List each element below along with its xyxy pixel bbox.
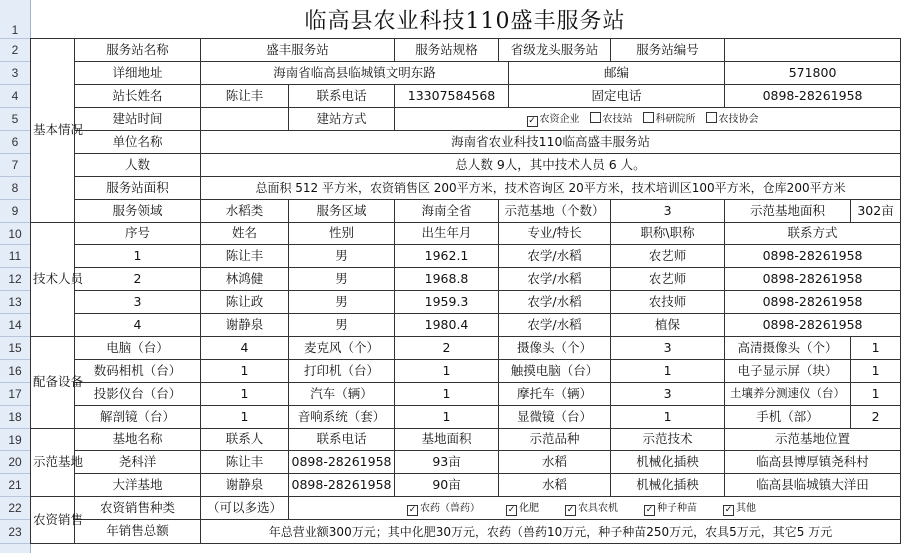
- table-row: [31, 520, 901, 544]
- checkbox-option[interactable]: [527, 115, 580, 127]
- column-header: 联系人: [201, 429, 289, 451]
- page-title: 临高县农业科技110盛丰服务站: [30, 0, 900, 39]
- staff-title[interactable]: 农艺师: [611, 245, 725, 268]
- base-area[interactable]: 90亩: [395, 474, 499, 497]
- checkbox-checked-icon[interactable]: ✓: [408, 504, 417, 515]
- base-area[interactable]: 93亩: [395, 451, 499, 474]
- base-location[interactable]: 临高县博厚镇尧科村: [725, 451, 901, 474]
- row-divider: [0, 519, 30, 520]
- row-divider: [0, 222, 30, 223]
- row-divider: [0, 61, 30, 62]
- zip-label: 邮编: [509, 62, 725, 85]
- build-mode-label: 建站方式: [289, 108, 395, 131]
- people-label: 人数: [75, 154, 201, 177]
- station-code-value[interactable]: [725, 39, 901, 62]
- section-tech-staff: 技术人员: [31, 223, 75, 337]
- table-row: [31, 85, 901, 108]
- column-header: 联系方式: [725, 223, 901, 245]
- checkbox-label: 其他: [736, 502, 757, 514]
- checkbox-option[interactable]: [590, 112, 633, 125]
- service-field-label: 服务领域: [75, 200, 201, 223]
- staff-no: 2: [75, 268, 201, 291]
- table-row: [31, 451, 901, 474]
- table-row: [31, 360, 901, 383]
- staff-no: 3: [75, 291, 201, 314]
- row-divider: [0, 543, 30, 544]
- row-divider: [0, 267, 30, 268]
- base-contact[interactable]: 陈让丰: [201, 451, 289, 474]
- equip-label: 数码相机（台）: [75, 360, 201, 383]
- base-name[interactable]: 尧科洋: [75, 451, 201, 474]
- equip-label: 电子显示屏（块）: [725, 360, 851, 383]
- table-row: [31, 177, 901, 200]
- base-variety[interactable]: 水稻: [499, 474, 611, 497]
- row-divider: [0, 428, 30, 429]
- staff-title[interactable]: 农技师: [611, 291, 725, 314]
- row-divider: [0, 290, 30, 291]
- column-header: 出生年月: [395, 223, 499, 245]
- staff-name[interactable]: 陈让政: [201, 291, 289, 314]
- row-number[interactable]: 3: [11, 66, 19, 80]
- equip-label: 打印机（台）: [289, 360, 395, 383]
- staff-title[interactable]: 植保: [611, 314, 725, 337]
- demo-area-label: 示范基地面积: [725, 200, 851, 223]
- station-spec-value[interactable]: 省级龙头服务站: [499, 39, 611, 62]
- row-divider: [0, 84, 30, 85]
- table-row: [31, 406, 901, 429]
- service-region-value[interactable]: 海南全省: [395, 200, 499, 223]
- equip-label: 高清摄像头（个）: [725, 337, 851, 360]
- row-number[interactable]: 16: [8, 364, 22, 378]
- table-row: [31, 245, 901, 268]
- build-mode-options: [395, 108, 901, 131]
- staff-major[interactable]: 农学/水稻: [499, 268, 611, 291]
- staff-major[interactable]: 农学/水稻: [499, 314, 611, 337]
- row-divider: [0, 130, 30, 131]
- row-divider: [0, 199, 30, 200]
- checkbox-label: 科研院所: [655, 113, 696, 125]
- checkbox-checked-icon[interactable]: ✓: [645, 504, 654, 515]
- staff-no: 4: [75, 314, 201, 337]
- checkbox-label: 农技站: [602, 113, 633, 125]
- checkbox-option[interactable]: [506, 504, 539, 516]
- row-number[interactable]: 4: [11, 89, 19, 103]
- row-divider: [0, 107, 30, 108]
- staff-phone[interactable]: 0898-28261958: [725, 291, 901, 314]
- equip-label: 解剖镜（台）: [75, 406, 201, 429]
- equip-label: 麦克风（个）: [289, 337, 395, 360]
- checkbox-option[interactable]: [643, 112, 696, 125]
- staff-sex[interactable]: 男: [289, 291, 395, 314]
- row-number[interactable]: 21: [8, 478, 22, 492]
- row-divider: [0, 313, 30, 314]
- column-header: 联系电话: [289, 429, 395, 451]
- equip-label: 电脑（台）: [75, 337, 201, 360]
- zip-value[interactable]: 571800: [725, 62, 901, 85]
- equip-value[interactable]: 1: [395, 360, 499, 383]
- staff-name[interactable]: 谢静泉: [201, 314, 289, 337]
- row-number[interactable]: 15: [8, 341, 22, 355]
- row-divider: [0, 405, 30, 406]
- column-header: 性别: [289, 223, 395, 245]
- section-agri-sales: 农资销售: [31, 497, 75, 544]
- staff-birth[interactable]: 1980.4: [395, 314, 499, 337]
- row-divider: [0, 359, 30, 360]
- row-number[interactable]: 18: [8, 410, 22, 424]
- checkbox-label: 种子种苗: [657, 502, 698, 514]
- equip-label: 摩托车（辆）: [499, 383, 611, 406]
- row-number[interactable]: 8: [11, 181, 19, 195]
- sales-types-options: [289, 497, 901, 520]
- checkbox-label: 农资企业: [539, 113, 580, 125]
- checkbox-label: 农技协会: [718, 113, 759, 125]
- area-label: 服务站面积: [75, 177, 201, 200]
- row-number[interactable]: 7: [11, 158, 19, 172]
- demo-count-label: 示范基地（个数）: [499, 200, 611, 223]
- checkbox-checked-icon[interactable]: ✓: [566, 504, 575, 515]
- equip-value[interactable]: 1: [611, 406, 725, 429]
- checkbox-option[interactable]: [706, 112, 759, 125]
- table-row: [31, 62, 901, 85]
- equip-value[interactable]: 1: [611, 360, 725, 383]
- checkbox-checked-icon[interactable]: ✓: [507, 504, 516, 515]
- people-value[interactable]: 总人数 9人，其中技术人员 6 人。: [201, 154, 901, 177]
- service-field-value[interactable]: 水稻类: [201, 200, 289, 223]
- build-time-label: 建站时间: [75, 108, 201, 131]
- phone-value[interactable]: 13307584568: [395, 85, 509, 108]
- row-number[interactable]: 6: [11, 135, 19, 149]
- table-row: [31, 108, 901, 131]
- base-contact[interactable]: 谢静泉: [201, 474, 289, 497]
- base-name[interactable]: 大洋基地: [75, 474, 201, 497]
- row-divider: [0, 473, 30, 474]
- phone-label: 联系电话: [289, 85, 395, 108]
- row-number[interactable]: 23: [8, 524, 22, 539]
- fixed-phone-label: 固定电话: [509, 85, 725, 108]
- demo-count-value[interactable]: 3: [611, 200, 725, 223]
- equip-value[interactable]: 2: [851, 406, 901, 429]
- head-name-label: 站长姓名: [75, 85, 201, 108]
- unit-name-label: 单位名称: [75, 131, 201, 154]
- row-divider: [0, 450, 30, 451]
- multi-select-note: （可以多选）: [201, 497, 289, 520]
- row-divider: [0, 382, 30, 383]
- checkbox-label: 农药（兽药）: [420, 502, 481, 514]
- station-name-label: 服务站名称: [75, 39, 201, 62]
- staff-name[interactable]: 陈让丰: [201, 245, 289, 268]
- equip-value[interactable]: 1: [395, 406, 499, 429]
- row-number[interactable]: 12: [8, 272, 22, 286]
- staff-phone[interactable]: 0898-28261958: [725, 314, 901, 337]
- row-number[interactable]: 17: [8, 387, 22, 401]
- base-variety[interactable]: 水稻: [499, 451, 611, 474]
- table-row: [31, 291, 901, 314]
- checkbox-icon[interactable]: [643, 112, 654, 123]
- station-code-label: 服务站编号: [611, 39, 725, 62]
- equip-label: 摄像头（个）: [499, 337, 611, 360]
- table-row: [31, 314, 901, 337]
- staff-birth[interactable]: 1968.8: [395, 268, 499, 291]
- column-header: 基地面积: [395, 429, 499, 451]
- annual-sales-value[interactable]: 年总营业额300万元；其中化肥30万元，农药（兽药10万元，种子种苗250万元，农具5万元，其它5 万元: [201, 520, 901, 544]
- checkbox-label: 农具农机: [578, 502, 619, 514]
- checkbox-label: 化肥: [519, 502, 540, 514]
- address-value[interactable]: 海南省临高县临城镇文明东路: [201, 62, 509, 85]
- equip-label: 土壤养分测速仪（台）: [725, 383, 851, 406]
- checkbox-icon[interactable]: [590, 112, 601, 123]
- staff-birth[interactable]: 1959.3: [395, 291, 499, 314]
- checkbox-option[interactable]: [644, 504, 697, 516]
- checkbox-option[interactable]: [565, 504, 618, 516]
- equip-value[interactable]: 1: [201, 383, 289, 406]
- table-row: [31, 200, 901, 223]
- row-number[interactable]: 1: [11, 23, 19, 37]
- column-header: 专业/特长: [499, 223, 611, 245]
- column-header: 示范基地位置: [725, 429, 901, 451]
- station-info-table: [30, 38, 901, 544]
- column-header: 序号: [75, 223, 201, 245]
- row-number[interactable]: 9: [11, 204, 19, 218]
- station-spec-label: 服务站规格: [395, 39, 499, 62]
- head-name-value[interactable]: 陈让丰: [201, 85, 289, 108]
- demo-area-value[interactable]: 302亩: [851, 200, 901, 223]
- row-divider: [0, 38, 30, 39]
- row-divider: [0, 336, 30, 337]
- table-row: [31, 429, 901, 451]
- column-header: 职称\职称: [611, 223, 725, 245]
- equip-label: 手机（部）: [725, 406, 851, 429]
- equip-value[interactable]: 1: [201, 406, 289, 429]
- staff-birth[interactable]: 1962.1: [395, 245, 499, 268]
- row-number[interactable]: 20: [8, 455, 22, 469]
- table-row: [31, 337, 901, 360]
- equip-label: 投影仪台（台）: [75, 383, 201, 406]
- table-row: [31, 474, 901, 497]
- table-row: [31, 383, 901, 406]
- base-phone[interactable]: 0898-28261958: [289, 474, 395, 497]
- base-tech[interactable]: 机械化插秧: [611, 451, 725, 474]
- row-divider: [0, 496, 30, 497]
- equip-value[interactable]: 2: [395, 337, 499, 360]
- checkbox-checked-icon[interactable]: ✓: [724, 504, 733, 515]
- staff-no: 1: [75, 245, 201, 268]
- row-number[interactable]: 22: [8, 501, 22, 515]
- row-number[interactable]: 2: [11, 43, 19, 57]
- column-header: 示范品种: [499, 429, 611, 451]
- row-number-column: [0, 0, 31, 553]
- equip-label: 显微镜（台）: [499, 406, 611, 429]
- row-number[interactable]: 10: [8, 226, 22, 241]
- row-divider: [0, 153, 30, 154]
- service-region-label: 服务区域: [289, 200, 395, 223]
- base-tech[interactable]: 机械化插秧: [611, 474, 725, 497]
- table-row: [31, 497, 901, 520]
- equip-value[interactable]: 3: [611, 337, 725, 360]
- table-row: [31, 131, 901, 154]
- row-number[interactable]: 11: [8, 249, 22, 263]
- equip-label: 触摸电脑（台）: [499, 360, 611, 383]
- column-header: 基地名称: [75, 429, 201, 451]
- sales-types-label: 农资销售种类: [75, 497, 201, 520]
- staff-phone[interactable]: 0898-28261958: [725, 245, 901, 268]
- staff-sex[interactable]: 男: [289, 245, 395, 268]
- equip-value[interactable]: 1: [395, 383, 499, 406]
- row-divider: [0, 244, 30, 245]
- address-label: 详细地址: [75, 62, 201, 85]
- row-number[interactable]: 14: [8, 318, 22, 332]
- table-row: [31, 154, 901, 177]
- row-number[interactable]: 5: [11, 112, 19, 126]
- column-header: 示范技术: [611, 429, 725, 451]
- section-equipment: 配备设备: [31, 337, 75, 429]
- checkbox-option[interactable]: [407, 504, 480, 516]
- staff-title[interactable]: 农艺师: [611, 268, 725, 291]
- section-demo-base: 示范基地: [31, 429, 75, 497]
- column-header: 姓名: [201, 223, 289, 245]
- fixed-phone-value[interactable]: 0898-28261958: [725, 85, 901, 108]
- row-number[interactable]: 13: [8, 295, 22, 309]
- staff-phone[interactable]: 0898-28261958: [725, 268, 901, 291]
- equip-value[interactable]: 1: [851, 360, 901, 383]
- equip-value[interactable]: 4: [201, 337, 289, 360]
- row-divider: [0, 176, 30, 177]
- area-value[interactable]: 总面积 512 平方米，农资销售区 200平方米，技术咨询区 20平方米，技术培训区100平方米，仓库200平方米: [201, 177, 901, 200]
- staff-sex[interactable]: 男: [289, 314, 395, 337]
- staff-name[interactable]: 林鸿健: [201, 268, 289, 291]
- equip-value[interactable]: 1: [851, 383, 901, 406]
- checkbox-option[interactable]: [723, 504, 756, 516]
- table-row: [31, 223, 901, 245]
- equip-label: 汽车（辆）: [289, 383, 395, 406]
- table-row: [31, 268, 901, 291]
- checkbox-icon[interactable]: [706, 112, 717, 123]
- equip-value[interactable]: 1: [201, 360, 289, 383]
- row-number[interactable]: 19: [8, 432, 22, 447]
- unit-name-value[interactable]: 海南省农业科技110临高盛丰服务站: [201, 131, 901, 154]
- equip-value[interactable]: 3: [611, 383, 725, 406]
- staff-major[interactable]: 农学/水稻: [499, 291, 611, 314]
- table-row: [31, 39, 901, 62]
- staff-major[interactable]: 农学/水稻: [499, 245, 611, 268]
- annual-sales-label: 年销售总额: [75, 520, 201, 544]
- equip-label: 音响系统（套）: [289, 406, 395, 429]
- section-basic-info: 基本情况: [31, 39, 75, 223]
- station-name-value[interactable]: 盛丰服务站: [201, 39, 395, 62]
- base-phone[interactable]: 0898-28261958: [289, 451, 395, 474]
- staff-sex[interactable]: 男: [289, 268, 395, 291]
- checkbox-checked-icon[interactable]: ✓: [528, 115, 536, 126]
- build-time-value[interactable]: [201, 108, 289, 131]
- base-location[interactable]: 临高县临城镇大洋田: [725, 474, 901, 497]
- equip-value[interactable]: 1: [851, 337, 901, 360]
